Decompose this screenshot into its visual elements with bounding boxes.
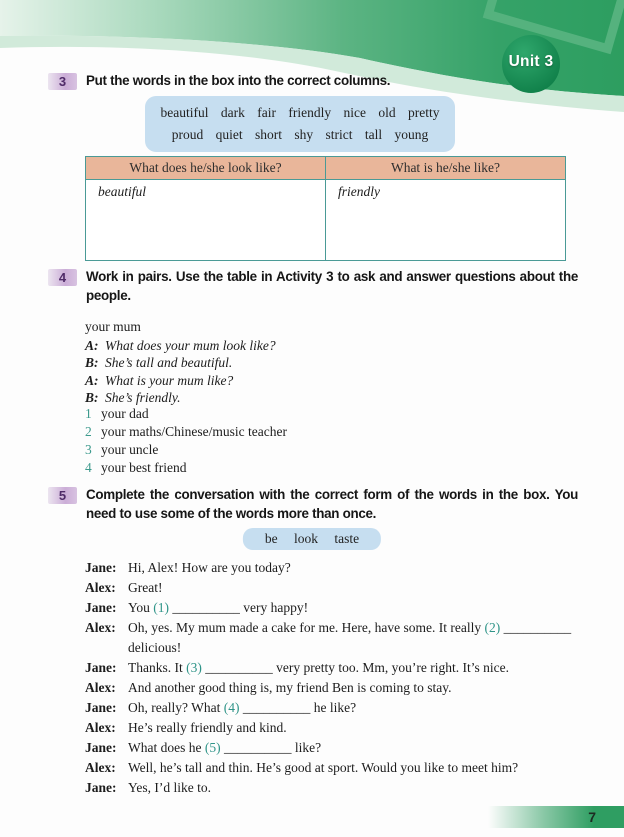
- blank-number: (5): [204, 740, 221, 755]
- line-text: Yes, I’d like to.: [128, 780, 212, 795]
- conversation-line: [85, 718, 600, 738]
- speaker-label: B:: [85, 390, 99, 405]
- speaker-label: Alex:: [85, 680, 116, 695]
- conversation-line: [85, 578, 600, 598]
- exercise-3-title: Put the words in the box into the correct columns.: [86, 73, 391, 88]
- conversation-line: [85, 618, 600, 658]
- line-text: Oh, yes. My mum made a cake for me. Here, have some. It really: [128, 620, 485, 635]
- table-cell-look-like: beautiful: [86, 180, 326, 261]
- table-header-look-like: What does he/she look like?: [86, 157, 326, 180]
- conversation-line: [85, 658, 600, 678]
- word-box-line-2: proud quiet short shy strict tall young: [171, 127, 429, 142]
- blank-number: (4): [223, 700, 240, 715]
- speaker-label: Jane:: [85, 560, 117, 575]
- line-text: And another good thing is, my friend Ben is coming to stay.: [128, 680, 452, 695]
- speaker-label: Alex:: [85, 760, 116, 775]
- word-box-line-1: beautiful dark fair friendly nice old pretty: [160, 105, 440, 120]
- dialogue-line: [85, 389, 276, 407]
- line-text: __________ like?: [220, 740, 322, 755]
- list-item-number: 2: [85, 424, 92, 439]
- conversation-line: [85, 738, 600, 758]
- table-header-be-like: What is he/she like?: [326, 157, 566, 180]
- list-item-number: 3: [85, 442, 92, 457]
- list-item: [85, 405, 287, 423]
- conversation-line: [85, 698, 600, 718]
- line-continuation: delicious!: [128, 640, 182, 655]
- line-text: Hi, Alex! How are you today?: [128, 560, 291, 575]
- page-number-bar: [488, 806, 624, 828]
- exercise-4-title: Work in pairs. Use the table in Activity 3 to ask and answer questions about the people.: [86, 269, 578, 303]
- line-text: Oh, really? What: [128, 700, 224, 715]
- conversation-line: [85, 598, 600, 618]
- list-item-number: 4: [85, 460, 92, 475]
- exercise-5-heading: [48, 486, 578, 523]
- list-item-text: your uncle: [101, 442, 159, 457]
- line-text: __________ very pretty too. Mm, you’re right. It’s nice.: [201, 660, 509, 675]
- line-text: He’s really friendly and kind.: [128, 720, 287, 735]
- exercise-4-heading: [48, 268, 578, 305]
- blank-number: (1): [153, 600, 170, 615]
- exercise-5-number-badge: 5: [48, 487, 77, 504]
- line-text: __________ very happy!: [169, 600, 309, 615]
- conversation-line: [85, 558, 600, 578]
- speaker-label: A:: [85, 337, 99, 353]
- speaker-label: Jane:: [85, 700, 117, 715]
- exercise-5-title: Complete the conversation with the correct form of the words in the box. You need to use some of the words more than once.: [86, 487, 578, 521]
- blank-number: (3): [186, 660, 202, 675]
- dialogue-text: She’s friendly.: [105, 390, 181, 405]
- line-text: Great!: [128, 580, 163, 595]
- list-item-text: your best friend: [101, 460, 187, 475]
- line-text: Thanks. It: [128, 660, 187, 675]
- line-text: __________: [500, 620, 572, 635]
- adjectives-word-box: [145, 96, 455, 152]
- blank-number: (2): [484, 620, 501, 635]
- example-dialogue: [85, 318, 276, 407]
- speaker-label: B:: [85, 355, 99, 370]
- line-text: Well, he’s tall and thin. He’s good at sport. Would you like to meet him?: [128, 760, 519, 775]
- dialogue-line: [85, 354, 276, 372]
- conversation-line: [85, 778, 600, 798]
- speaker-label: Alex:: [85, 580, 116, 595]
- line-text: __________ he like?: [239, 700, 357, 715]
- prompt-list: [85, 405, 287, 477]
- dialogue-line: [85, 337, 276, 355]
- columns-table: [85, 156, 566, 261]
- list-item: [85, 441, 287, 459]
- dialogue-text: What is your mum like?: [105, 372, 234, 388]
- speaker-label: A:: [85, 372, 99, 388]
- exercise-3-number-badge: 3: [48, 73, 77, 90]
- line-text: What does he: [128, 740, 205, 755]
- table-cell-be-like: friendly: [326, 180, 566, 261]
- dialogue-text: She’s tall and beautiful.: [105, 355, 233, 370]
- unit-badge: Unit 3: [508, 53, 554, 70]
- dialogue-line: [85, 372, 276, 390]
- example-intro: your mum: [85, 319, 141, 334]
- speaker-label: Jane:: [85, 600, 117, 615]
- speaker-label: Jane:: [85, 660, 117, 675]
- exercise-3-heading: [48, 72, 578, 91]
- list-item-number: 1: [85, 406, 92, 421]
- speaker-label: Alex:: [85, 620, 116, 635]
- speaker-label: Alex:: [85, 720, 116, 735]
- exercise-4-number-badge: 4: [48, 269, 77, 286]
- list-item-text: your dad: [101, 406, 149, 421]
- table-row: [86, 180, 566, 261]
- verbs-word-box: be look taste: [243, 528, 381, 550]
- line-text: You: [128, 600, 154, 615]
- list-item: [85, 459, 287, 477]
- conversation: [85, 558, 600, 798]
- conversation-line: [85, 758, 600, 778]
- list-item: [85, 423, 287, 441]
- conversation-line: [85, 678, 600, 698]
- list-item-text: your maths/Chinese/music teacher: [101, 424, 287, 439]
- dialogue-text: What does your mum look like?: [105, 337, 276, 353]
- speaker-label: Jane:: [85, 780, 117, 795]
- speaker-label: Jane:: [85, 740, 117, 755]
- page-number: 7: [588, 809, 596, 825]
